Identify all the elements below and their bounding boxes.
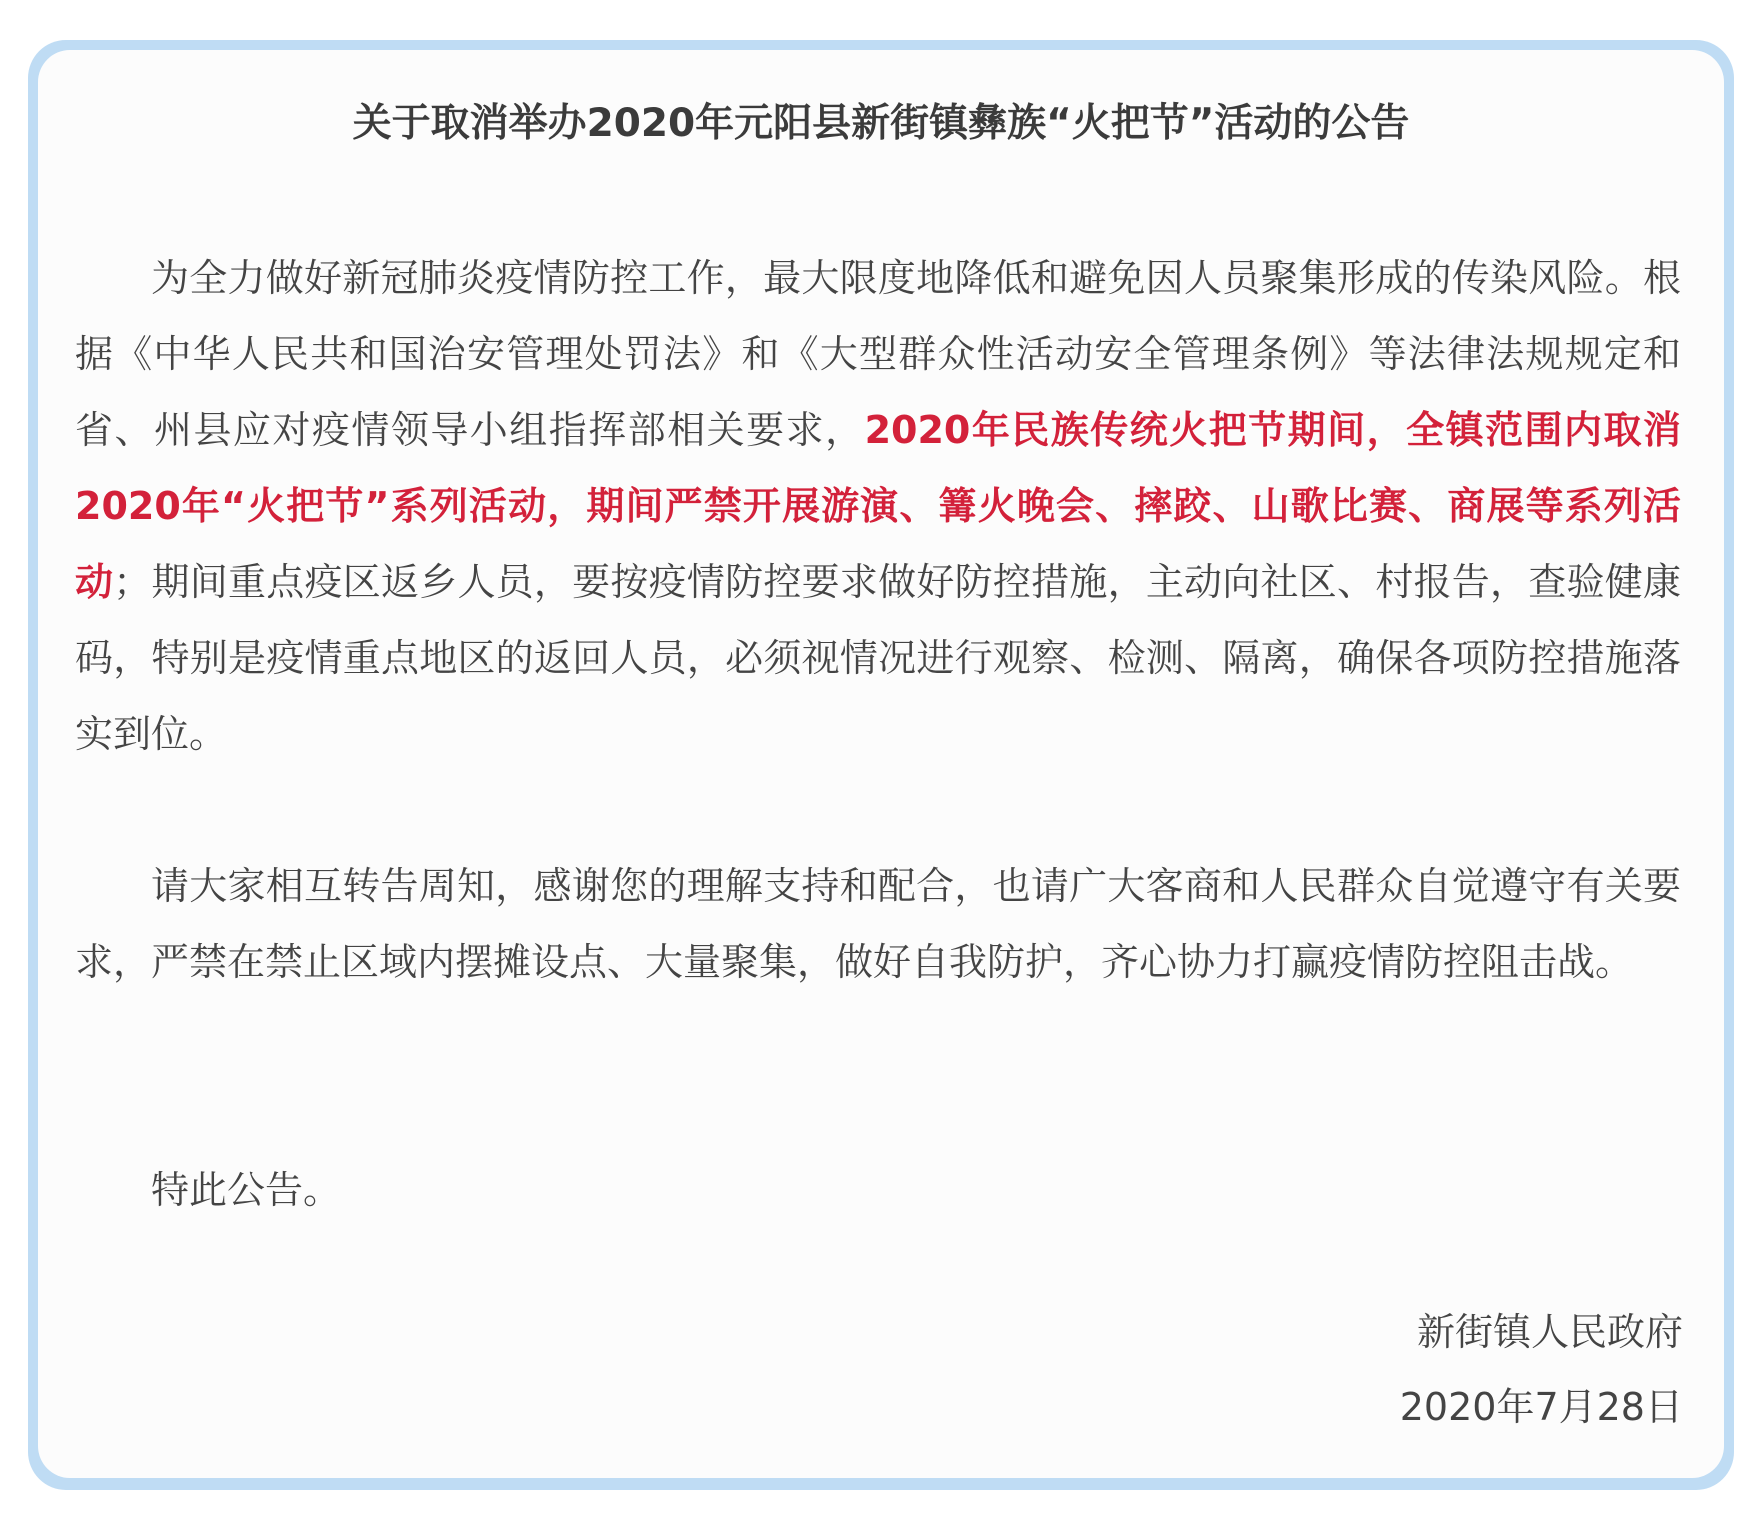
signature-organization: 新街镇人民政府 [1416,1310,1683,1354]
notice-title: 关于取消举办2020年元阳县新街镇彝族“火把节”活动的公告 [352,101,1410,146]
notice-paragraph-2: 请大家相互转告周知，感谢您的理解支持和配合，也请广大客商和人民群众自觉遵守有关要求，严禁在禁止区域内摆摊设点、大量聚集，做好自我防护，齐心协力打赢疫情防控阻击战。 [75,864,1681,984]
notice-paragraph-1 [75,240,1681,772]
paragraph-1-highlight: 2020年民族传统火把节期间，全镇范围内取消2020年“火把节”系列活动，期间严禁开展游演、篝火晚会、摔跤、山歌比赛、商展等系列活动 [75,408,1681,604]
notice-paragraph-3: 特此公告。 [151,1168,342,1212]
paragraph-1-text-a: 为全力做好新冠肺炎疫情防控工作，最大限度地降低和避免因人员聚集形成的传染风险。根据《中华人民共和国治安管理处罚法》和《大型群众性活动安全管理条例》等法律法规规定和省、州县应对疫情领导小组指挥部相关要求， [75,256,1681,452]
signature-date: 2020年7月28日 [1399,1385,1683,1429]
paragraph-1-text-b: ；期间重点疫区返乡人员，要按疫情防控要求做好防控措施，主动向社区、村报告，查验健康码，特别是疫情重点地区的返回人员，必须视情况进行观察、检测、隔离，确保各项防控措施落实到位。 [75,560,1681,756]
